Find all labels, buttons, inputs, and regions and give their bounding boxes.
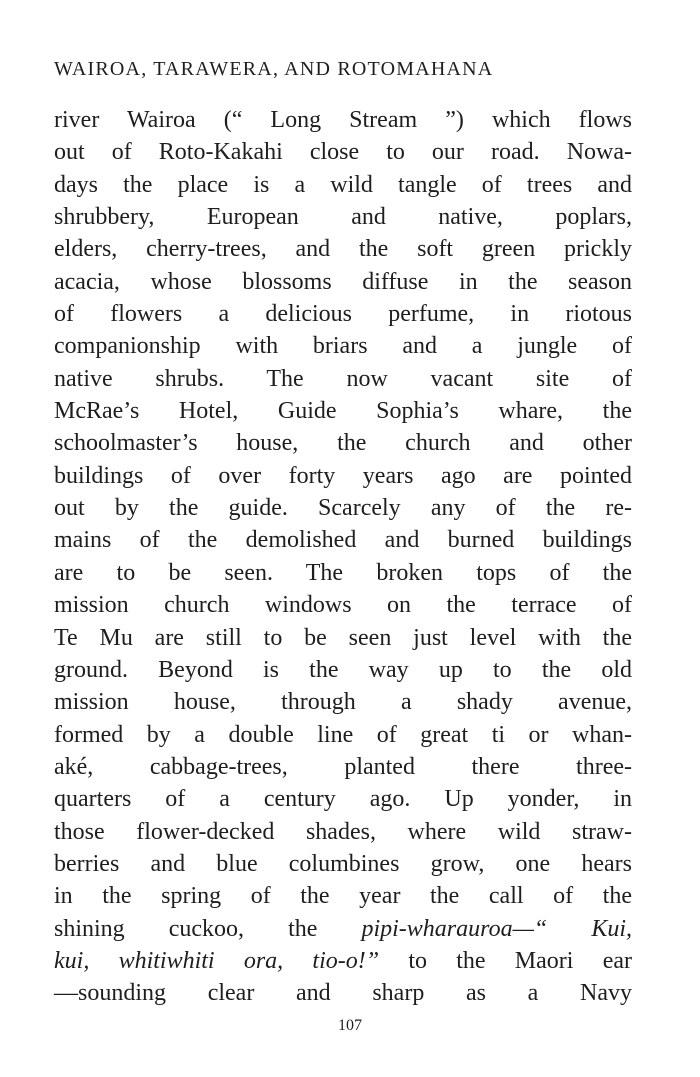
text-line: those flower-decked shades, where wild straw-	[54, 818, 632, 845]
text-line: mission church windows on the terrace of	[54, 592, 632, 619]
text-line: companionship with briars and a jungle of	[54, 333, 632, 360]
text-line: out by the guide. Scarcely any of the re-	[54, 495, 632, 522]
text-line: buildings of over forty years ago are pointed	[54, 462, 632, 489]
page-number: 107	[338, 1017, 362, 1034]
text-line: mission house, through a shady avenue,	[54, 689, 632, 716]
line-text-roman: shining cuckoo, the	[54, 915, 362, 942]
text-line-mixed	[54, 913, 632, 945]
body-text	[54, 104, 632, 1010]
text-line: Te Mu are still to be seen just level with the	[54, 624, 632, 651]
text-line: formed by a double line of great ti or whan-	[54, 721, 632, 748]
text-line: mains of the demolished and burned buildings	[54, 527, 632, 554]
running-head: WAIROA, TARAWERA, AND ROTOMAHANA	[54, 58, 494, 80]
text-line: in the spring of the year the call of the	[54, 883, 632, 910]
text-line: river Wairoa (“ Long Stream ”) which flows	[54, 107, 632, 133]
text-line: berries and blue columbines grow, one hears	[54, 850, 632, 877]
text-line: ground. Beyond is the way up to the old	[54, 656, 632, 683]
text-line: acacia, whose blossoms diffuse in the season	[54, 268, 632, 295]
text-line: quarters of a century ago. Up yonder, in	[54, 786, 632, 813]
text-line: native shrubs. The now vacant site of	[54, 365, 632, 392]
text-line: out of Roto-Kakahi close to our road. Nowa-	[54, 139, 632, 166]
text-line: aké, cabbage-trees, planted there three-	[54, 753, 632, 780]
maori-bird-name: pipi-wharauroa—“ Kui,	[361, 915, 632, 942]
text-line: schoolmaster’s house, the church and other	[54, 430, 632, 457]
line-text-roman: to the Maori ear	[379, 947, 633, 974]
text-line: —sounding clear and sharp as a Navy	[54, 980, 632, 1007]
text-line: elders, cherry-trees, and the soft green prickly	[54, 236, 632, 263]
maori-call: kui, whitiwhiti ora, tio-o!”	[54, 947, 380, 974]
text-line: days the place is a wild tangle of trees and	[54, 171, 632, 198]
text-line-mixed	[54, 945, 632, 977]
text-line: of flowers a delicious perfume, in riotous	[54, 301, 632, 328]
text-line: are to be seen. The broken tops of the	[54, 559, 632, 586]
text-line: McRae’s Hotel, Guide Sophia’s whare, the	[54, 398, 632, 425]
text-line: shrubbery, European and native, poplars,	[54, 204, 632, 231]
